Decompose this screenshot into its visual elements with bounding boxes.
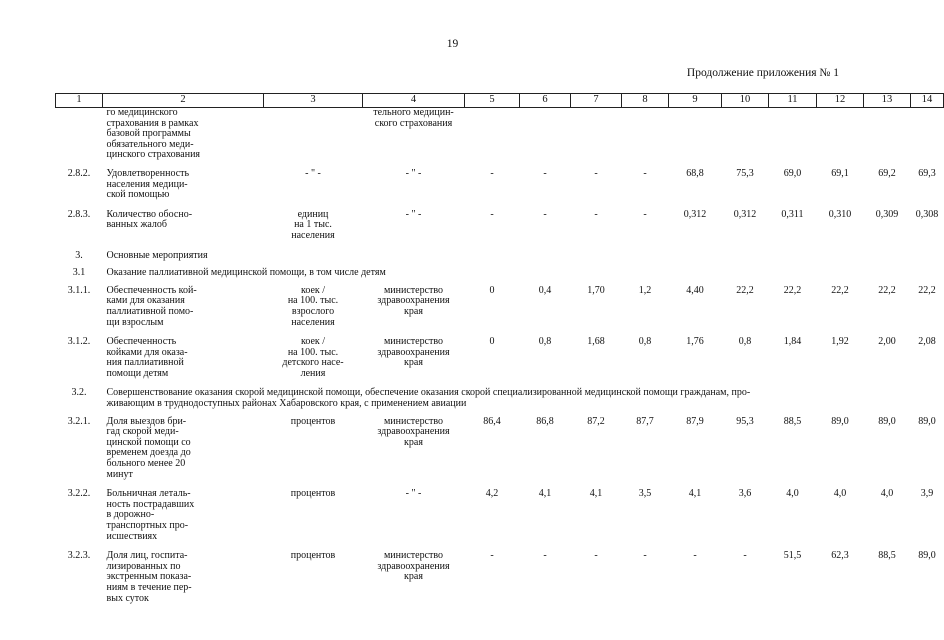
indicator-row — [56, 417, 944, 490]
indicator-value: 0,310 — [828, 208, 852, 220]
indicator-value: 0,311 — [781, 208, 804, 220]
indicator-name: Количество обосно- ванных жалоб — [106, 208, 193, 231]
indicator-value: - — [490, 167, 494, 179]
indicator-value: 89,0 — [918, 415, 936, 427]
unit-of-measure: процентов — [290, 415, 336, 427]
indicator-value: 1,76 — [686, 336, 704, 348]
indicator-value: 22,2 — [918, 284, 936, 296]
section-row — [56, 388, 944, 416]
indicator-name: Удовлетворенность населения медици- ской помощью — [106, 167, 190, 201]
indicator-value: - — [693, 550, 697, 562]
page-number: 19 — [446, 38, 459, 50]
column-header: 7 — [571, 94, 622, 108]
row-number: 3.1 — [72, 267, 86, 279]
indicator-value: 0,312 — [733, 208, 757, 220]
responsible-executor: - " - — [405, 488, 422, 500]
column-header: 2 — [103, 94, 264, 108]
indicator-name: Больничная леталь- ность пострадавших в дорожно- транспортных про- исшествиях — [106, 488, 195, 542]
indicator-value: 4,2 — [485, 488, 499, 500]
indicator-value: - — [643, 208, 647, 220]
indicator-value: 0,4 — [538, 284, 552, 296]
indicator-value: 3,5 — [638, 488, 652, 500]
indicator-value: 22,2 — [736, 284, 754, 296]
indicator-value: 95,3 — [736, 415, 754, 427]
unit-of-measure: процентов — [290, 488, 336, 500]
appendix-continuation-note: Продолжение приложения № 1 — [686, 67, 839, 79]
responsible-executor: - " - — [405, 167, 422, 179]
indicator-value: 62,3 — [831, 550, 849, 562]
indicator-value: 0 — [489, 336, 495, 348]
indicator-value: 4,0 — [786, 488, 799, 500]
indicator-value: 1,92 — [831, 336, 849, 348]
column-header: 11 — [769, 94, 817, 108]
indicator-name: Обеспеченность кой- ками для оказания паллиативной помо- щи взрослым — [106, 284, 197, 328]
indicator-value: - — [643, 167, 647, 179]
indicator-row — [56, 489, 944, 551]
column-number-row — [56, 94, 944, 108]
indicator-value: - — [490, 550, 494, 562]
indicator-value: - — [594, 208, 598, 220]
indicator-value: - — [594, 550, 598, 562]
indicator-value: 4,1 — [589, 488, 603, 500]
indicator-name: Доля лиц, госпита- лизированных по экстренным показа- ниям в течение пер- вых суток — [106, 550, 192, 604]
column-header: 8 — [622, 94, 669, 108]
indicator-value: 87,2 — [587, 415, 605, 427]
responsible-executor: - " - — [405, 208, 422, 220]
indicator-value: 1,84 — [783, 336, 802, 348]
responsible-executor: министерство здравоохранения края — [377, 550, 450, 583]
indicator-value: 69,0 — [783, 167, 802, 179]
indicator-value: 0,8 — [738, 336, 752, 348]
indicator-value: 51,5 — [783, 550, 802, 562]
indicator-value: - — [594, 167, 598, 179]
indicator-row — [56, 337, 944, 388]
indicator-value: 4,0 — [833, 488, 847, 500]
row-number: 3.2. — [71, 387, 87, 399]
indicators-table — [55, 93, 944, 613]
row-number: 3.2.3. — [67, 550, 91, 562]
column-header: 4 — [363, 94, 465, 108]
indicator-value: 0,8 — [638, 336, 652, 348]
indicator-value: 4,1 — [538, 488, 552, 500]
unit-of-measure: - " - — [305, 167, 321, 179]
indicator-value: 2,08 — [918, 336, 936, 348]
indicator-value: 1,2 — [638, 284, 652, 296]
row-number: 2.8.3. — [67, 208, 91, 220]
indicator-name: Доля выездов бри- гад скорой меди- цинской помощи со временем доезда до больного менее 20 минут — [106, 415, 191, 480]
indicator-value: 3,9 — [920, 488, 934, 500]
section-row — [56, 268, 944, 286]
responsible-executor: министерство здравоохранения края — [377, 284, 450, 317]
indicator-value: 22,2 — [783, 284, 802, 296]
indicator-value: 3,6 — [738, 488, 752, 500]
indicator-value: 69,2 — [878, 167, 896, 179]
responsible-executor: министерство здравоохранения края — [377, 415, 450, 448]
row-number: 3.1.1. — [67, 284, 91, 296]
indicator-value: 68,8 — [686, 167, 704, 179]
indicator-value: 88,5 — [878, 550, 896, 562]
continued-indicator-name: го медицинского страхования в рамках базовой программы обязательного меди- цинского страхования — [106, 107, 201, 161]
row-number: 3.1.2. — [67, 336, 91, 348]
indicator-value: 88,5 — [783, 415, 802, 427]
responsible-executor: министерство здравоохранения края — [377, 336, 450, 369]
column-header: 5 — [465, 94, 520, 108]
column-header: 12 — [817, 94, 864, 108]
unit-of-measure: коек / на 100. тыс. детского насе- ления — [282, 336, 344, 379]
unit-of-measure: единиц на 1 тыс. населения — [291, 208, 335, 241]
indicator-row — [56, 169, 944, 210]
indicator-value: - — [543, 167, 547, 179]
indicator-value: 0,309 — [875, 208, 899, 220]
indicator-value: - — [643, 550, 647, 562]
indicator-value: 4,0 — [880, 488, 894, 500]
indicator-value: 87,7 — [636, 415, 654, 427]
section-title: Основные мероприятия — [106, 249, 208, 261]
section-title: Совершенствование оказания скорой медицинской помощи, обеспечение оказания скорой специализированной медицинской помощи гражданам, про- живающим в труднодоступных районах Хабаровского края, с применением авиации — [106, 387, 751, 410]
indicator-value: 4,1 — [688, 488, 702, 500]
column-header: 9 — [669, 94, 722, 108]
indicator-row — [56, 551, 944, 613]
column-header: 14 — [911, 94, 944, 108]
indicator-value: 4,40 — [686, 284, 704, 296]
indicator-value: 69,1 — [831, 167, 849, 179]
indicator-value: 0,8 — [538, 336, 552, 348]
indicator-value: 89,0 — [831, 415, 849, 427]
indicator-value: 69,3 — [918, 167, 936, 179]
column-header: 1 — [56, 94, 103, 108]
section-title: Оказание паллиативной медицинской помощи, в том числе детям — [106, 267, 386, 279]
indicator-value: 0 — [489, 284, 495, 296]
indicator-value: 22,2 — [831, 284, 849, 296]
indicator-value: - — [743, 550, 747, 562]
indicator-value: 1,68 — [587, 336, 605, 348]
indicator-value: 89,0 — [878, 415, 896, 427]
indicator-value: 89,0 — [918, 550, 936, 562]
indicator-value: 0,312 — [683, 208, 707, 220]
unit-of-measure: коек / на 100. тыс. взрослого населения — [287, 284, 339, 328]
row-number: 3.2.2. — [67, 488, 91, 500]
continued-responsible: тельного медицин- ского страхования — [373, 107, 454, 129]
indicator-value: - — [490, 208, 494, 220]
indicator-value: 0,308 — [915, 208, 939, 220]
indicator-value: 2,00 — [878, 336, 896, 348]
continuation-row — [56, 108, 944, 169]
row-number: 3. — [75, 249, 83, 261]
column-header: 6 — [520, 94, 571, 108]
unit-of-measure: процентов — [290, 550, 336, 562]
indicator-row — [56, 286, 944, 337]
column-header: 13 — [864, 94, 911, 108]
row-number: 2.8.2. — [67, 167, 91, 179]
column-header: 10 — [722, 94, 769, 108]
section-row — [56, 251, 944, 269]
row-number: 3.2.1. — [67, 415, 91, 427]
indicator-value: 87,9 — [686, 415, 704, 427]
indicator-value: 86,8 — [536, 415, 554, 427]
indicator-value: - — [543, 550, 547, 562]
column-header: 3 — [264, 94, 363, 108]
table-body — [56, 108, 944, 614]
indicator-value: - — [543, 208, 547, 220]
indicator-value: 86,4 — [483, 415, 501, 427]
indicator-value: 1,70 — [587, 284, 605, 296]
indicator-value: 75,3 — [736, 167, 754, 179]
indicator-name: Обеспеченность койками для оказа- ния паллиативной помощи детям — [106, 336, 188, 379]
indicator-value: 22,2 — [878, 284, 896, 296]
indicator-row — [56, 210, 944, 251]
